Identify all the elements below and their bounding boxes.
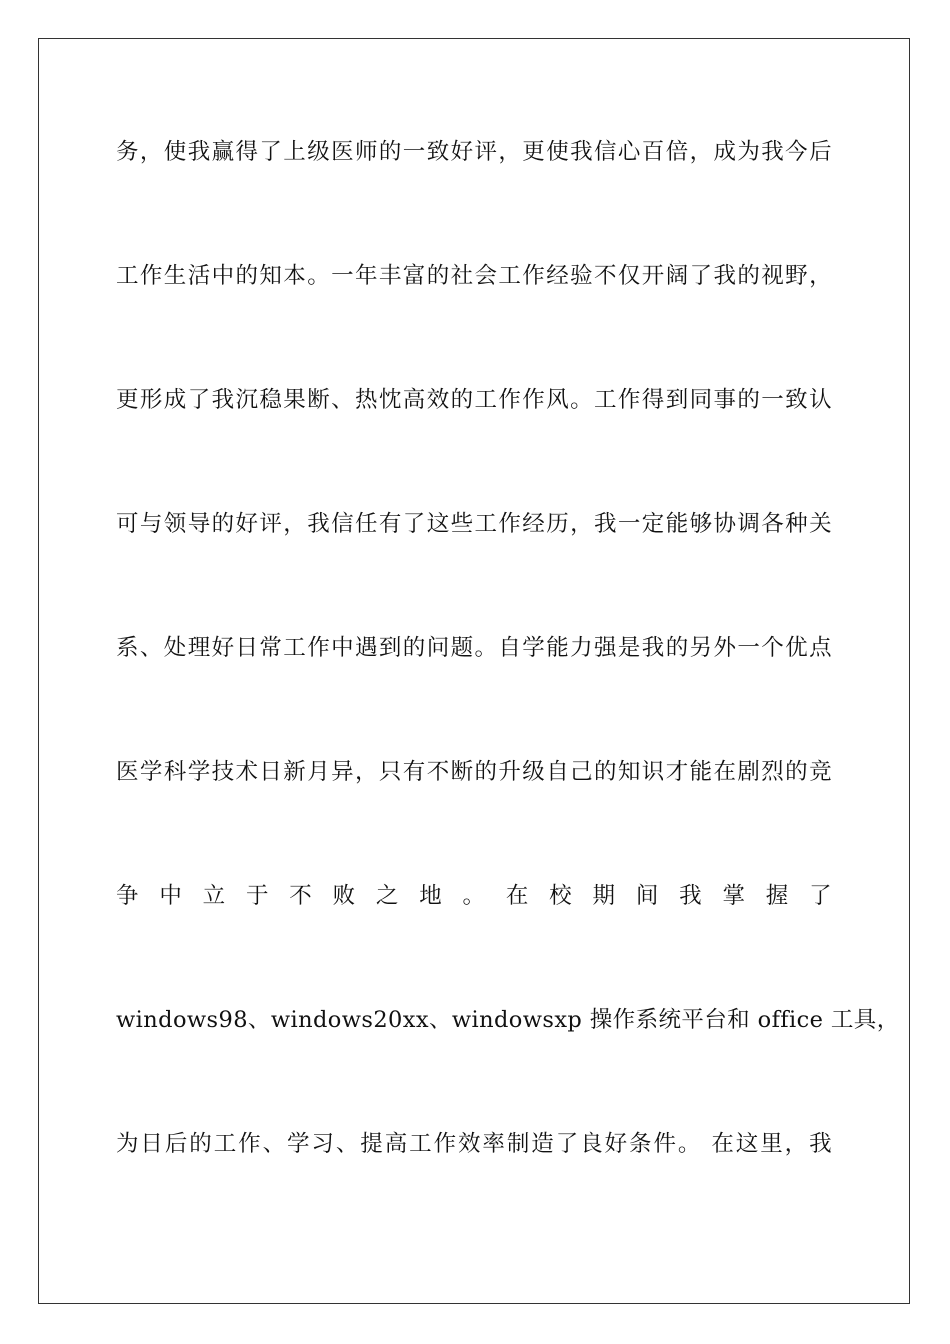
paragraph-line-2: 工作生活中的知本。一年丰富的社会工作经验不仅开阔了我的视野， bbox=[116, 263, 832, 289]
paragraph-line-4: 可与领导的好评，我信任有了这些工作经历，我一定能够协调各种关 bbox=[116, 511, 832, 537]
paragraph-line-6: 医学科学技术日新月异，只有不断的升级自己的知识才能在剧烈的竞 bbox=[116, 759, 832, 785]
paragraph-line-1: 务，使我赢得了上级医师的一致好评，更使我信心百倍，成为我今后 bbox=[116, 139, 832, 165]
paragraph-line-9: 为日后的工作、学习、提高工作效率制造了良好条件。 在这里，我 bbox=[116, 1131, 832, 1157]
paragraph-line-8: windows98、windows20xx、windowsxp 操作系统平台和 office 工具， bbox=[116, 1007, 900, 1033]
paragraph-line-7: 争中立于不败之地。在校期间我掌握了 bbox=[116, 883, 832, 909]
page-frame bbox=[38, 38, 910, 1304]
paragraph-line-5: 系、处理好日常工作中遇到的问题。自学能力强是我的另外一个优点 bbox=[116, 635, 832, 661]
paragraph-line-3: 更形成了我沉稳果断、热忱高效的工作作风。工作得到同事的一致认 bbox=[116, 387, 832, 413]
